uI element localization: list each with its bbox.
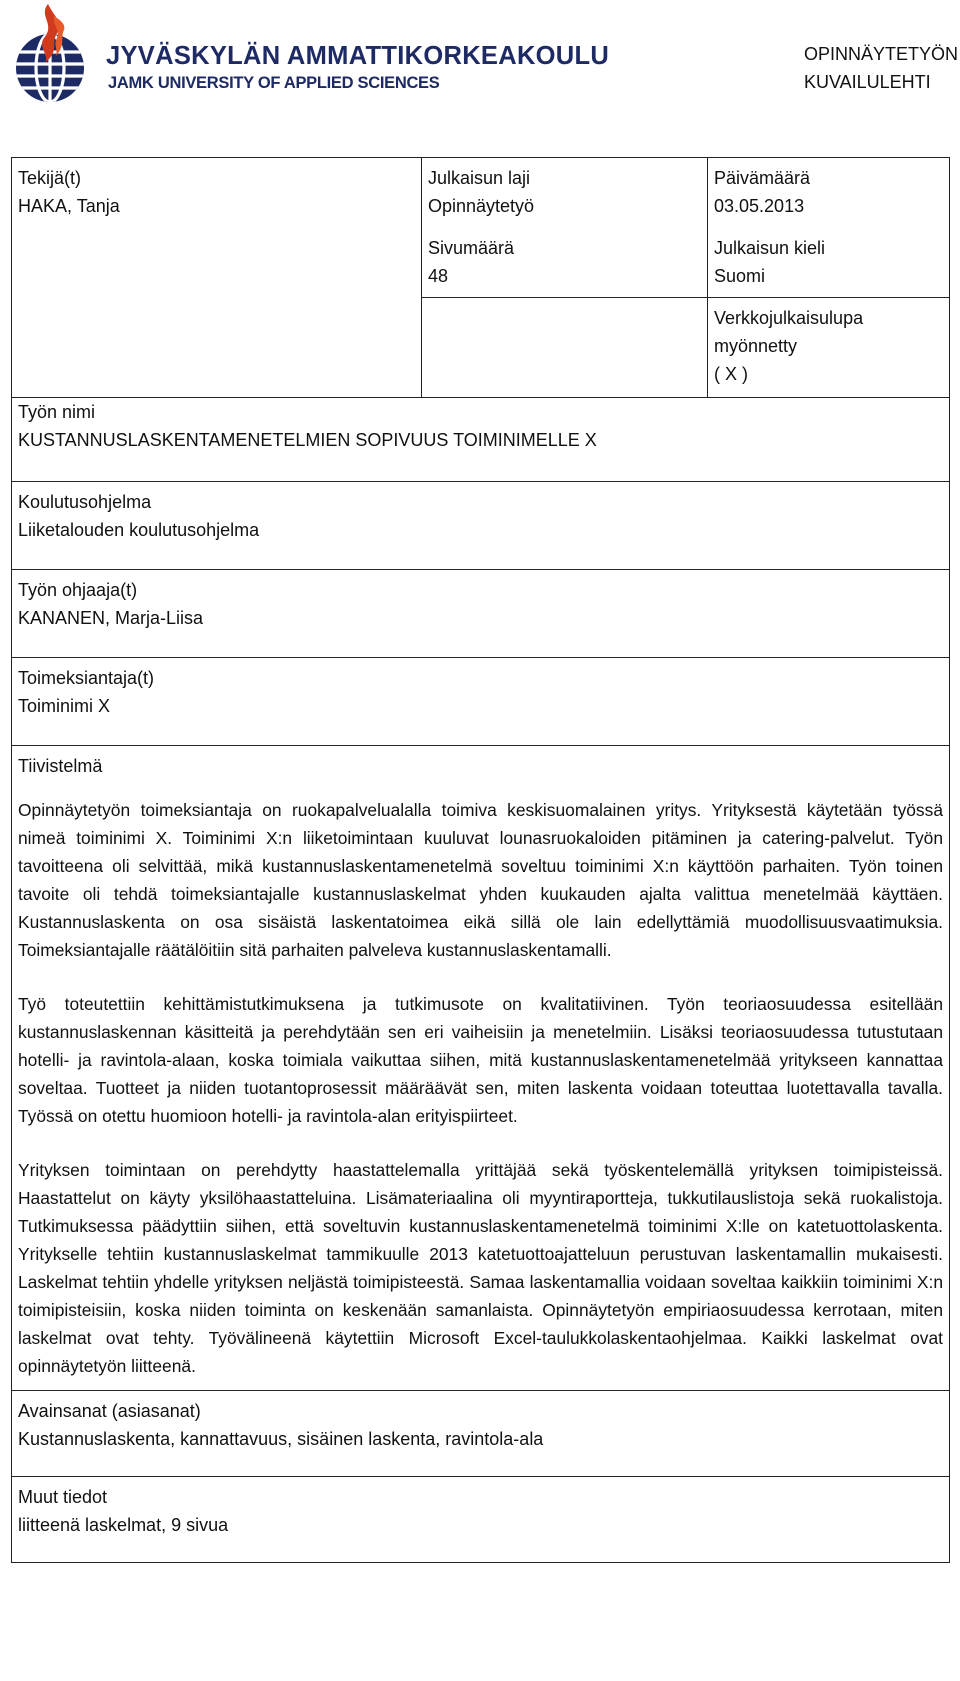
language-label: Julkaisun kieli — [714, 237, 826, 258]
document-type-line-1: OPINNÄYTETYÖN — [803, 44, 958, 64]
abstract-paragraph-3: Yrityksen toimintaan on perehdytty haastattelemalla yrittäjää sekä työskentelemällä yrityksen toimipisteissä. Haastattelut on käyty yksilöhaastatteluina. Lisämateriaalina oli myyntiraportteja, tukkutilauslistoja sekä ruokalistoja. Tutkimuksessa päädyttiin siihen, että soveltuvin kustannuslaskentamenetelmä toiminimi X:lle on katetuottolaskenta. Yritykselle tehtiin kustannuslaskelmat tammikuulle 2013 katetuottoajatteluun perustuvan laskentamallin mukaisesti. Laskelmat tehtiin yhdelle yrityksen neljästä toimipisteestä. Samaa laskentamallia voidaan soveltaa kaikkiin toiminimi X:n toimipisteisiin, koska niiden toiminta on keskenään samanlaista. Opinnäytetyön empiriaosuudessa kerrotaan, miten laskelmat ovat tehty. Työvälineenä käytettiin Microsoft Excel-taulukkolaskentaohjelmaa. Kaikki laskelmat ovat opinnäytetyön liitteenä. — [18, 1160, 943, 1376]
keywords-cell — [12, 1391, 950, 1477]
document-type-line-2: KUVAILULEHTI — [803, 72, 931, 92]
other-info-cell — [12, 1477, 950, 1563]
program-label: Koulutusohjelma — [18, 492, 152, 512]
pages-cell — [422, 228, 708, 298]
pages-label: Sivumäärä — [428, 237, 515, 258]
author-label: Tekijä(t) — [18, 168, 82, 188]
abstract-label: Tiivistelmä — [18, 756, 103, 776]
language-value: Suomi — [714, 265, 766, 286]
university-logo — [8, 2, 610, 110]
logo-name-finnish: JYVÄSKYLÄN AMMATTIKORKEAKOULU — [106, 42, 610, 70]
commissioner-value: Toiminimi X — [18, 696, 111, 716]
keywords-label: Avainsanat (asiasanat) — [18, 1401, 201, 1421]
other-info-label: Muut tiedot — [18, 1487, 108, 1507]
online-permit-cell — [708, 298, 950, 398]
pub-type-label: Julkaisun laji — [428, 168, 531, 188]
date-cell — [708, 158, 950, 228]
title-label: Työn nimi — [18, 402, 96, 422]
online-permit-label: Verkkojulkaisulupa myönnetty — [714, 308, 864, 356]
keywords-value: Kustannuslaskenta, kannattavuus, sisäinen laskenta, ravintola-ala — [18, 1429, 544, 1449]
description-table — [11, 157, 950, 1563]
other-info-value: liitteenä laskelmat, 9 sivua — [18, 1515, 229, 1535]
empty-cell — [422, 298, 708, 398]
commissioner-cell — [12, 658, 950, 746]
supervisor-label: Työn ohjaaja(t) — [18, 580, 138, 600]
logo-name-english: JAMK UNIVERSITY OF APPLIED SCIENCES — [108, 74, 440, 92]
abstract-paragraph-1: Opinnäytetyön toimeksiantaja on ruokapalvelualalla toimiva keskisuomalainen yritys. Yrityksestä käytetään työssä nimeä toiminimi X. Toiminimi X:n liiketoimintaan kuuluvat lounasruokaloiden pitäminen ja catering-palvelut. Työn tavoitteena oli selvittää, mikä kustannuslaskentamenetelmä soveltuu toiminimi X:n käyttöön parhaiten. Työn toinen tavoite oli tehdä toimeksiantajalle kustannuslaskelmat yhden kuukauden ajalta valittua menetelmää käyttäen. Kustannuslaskenta on osa sisäistä laskentatoimea eikä sillä ole lain edellyttämiä muodollisuusvaatimuksia. Toimeksiantajalle räätälöitiin sitä parhaiten palveleva kustannuslaskentamalli. — [18, 800, 943, 960]
program-value: Liiketalouden koulutusohjelma — [18, 520, 260, 540]
description-sheet — [11, 157, 949, 1678]
jamk-globe-icon — [8, 2, 100, 110]
online-permit-value: ( X ) — [714, 364, 748, 384]
date-label: Päivämäärä — [714, 168, 811, 188]
supervisor-cell — [12, 570, 950, 658]
author-cell — [12, 158, 422, 398]
title-value: KUSTANNUSLASKENTAMENETELMIEN SOPIVUUS TOIMINIMELLE X — [18, 430, 597, 450]
language-cell — [708, 228, 950, 298]
document-type — [804, 40, 958, 96]
pub-type-value: Opinnäytetyö — [428, 196, 535, 216]
pages-value: 48 — [428, 265, 449, 286]
title-cell — [12, 398, 950, 482]
author-value: HAKA, Tanja — [18, 196, 120, 216]
date-value: 03.05.2013 — [714, 196, 805, 216]
abstract-cell — [12, 746, 950, 1391]
program-cell — [12, 482, 950, 570]
supervisor-value: KANANEN, Marja-Liisa — [18, 608, 204, 628]
abstract-paragraph-2: Työ toteutettiin kehittämistutkimuksena ja tutkimusote on kvalitatiivinen. Työn teoriaosuudessa esitellään kustannuslaskennan käsitteitä ja perehdytään sen eri vaiheisiin ja menetelmiin. Lisäksi teoriaosuudessa tutustutaan hotelli- ja ravintola-alaan, koska toimiala vaikuttaa siihen, mitä kustannuslaskentamenetelmää yritykseen kannattaa soveltaa. Tuotteet ja niiden tuotantoprosessit määräävät sen, miten laskenta voidaan toteuttaa luotettavalla tavalla. Työssä on otettu huomioon hotelli- ja ravintola-alan erityispiirteet. — [18, 994, 943, 1126]
pub-type-cell — [422, 158, 708, 228]
commissioner-label: Toimeksiantaja(t) — [18, 668, 155, 688]
